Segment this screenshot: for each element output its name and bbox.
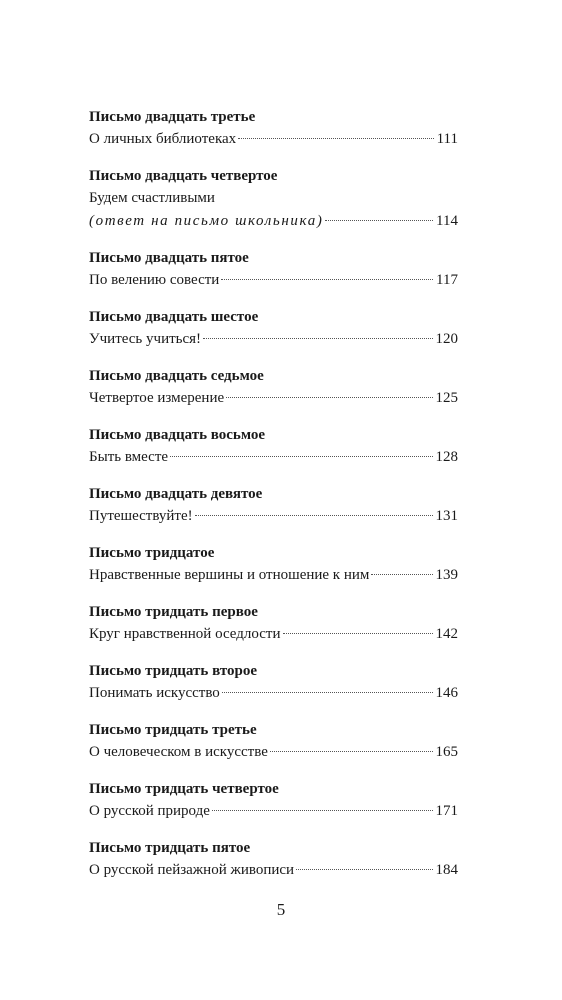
- toc-entry-heading: Письмо двадцать пятое: [89, 250, 249, 266]
- toc-entry: [89, 719, 458, 764]
- toc-page-number: 142: [435, 626, 458, 642]
- toc-entry-line[interactable]: [89, 859, 458, 882]
- toc-entry-heading: Письмо двадцать четвертое: [89, 168, 278, 184]
- toc-entry-line[interactable]: [89, 505, 458, 528]
- toc-entry-line[interactable]: [89, 328, 458, 351]
- dot-leader: [212, 810, 433, 811]
- toc-entry-title-line: Будем счастливыми: [89, 190, 215, 206]
- toc-entry-heading: Письмо тридцать пятое: [89, 840, 251, 856]
- toc-entry: [89, 542, 458, 587]
- toc-entry: [89, 424, 458, 469]
- toc-entry-heading: Письмо тридцатое: [89, 545, 215, 561]
- toc-entry-heading: Письмо тридцать первое: [89, 604, 258, 620]
- toc-entry-title: Быть вместе: [89, 449, 169, 465]
- dot-leader: [195, 515, 433, 516]
- dot-leader: [296, 869, 432, 870]
- toc-entry-title: Путешествуйте!: [89, 508, 193, 524]
- toc-entry-line[interactable]: [89, 446, 458, 469]
- dot-leader: [325, 220, 433, 221]
- toc-page-number: 139: [435, 567, 458, 583]
- toc-entry-heading: Письмо двадцать восьмое: [89, 427, 266, 443]
- dot-leader: [222, 692, 433, 693]
- toc-entry-line[interactable]: [89, 387, 458, 410]
- toc-entry-title: О личных библиотеках: [89, 131, 237, 147]
- toc-entry-line[interactable]: [89, 269, 458, 292]
- dot-leader: [203, 338, 432, 339]
- dot-leader: [226, 397, 432, 398]
- toc-entry-title: Четвертое измерение: [89, 390, 225, 406]
- toc-entry-title: О русской природе: [89, 803, 210, 819]
- toc-entry-line[interactable]: [89, 623, 458, 646]
- toc-page-number: 165: [435, 744, 458, 760]
- toc-page-number: 146: [435, 685, 458, 701]
- toc-entry: [89, 306, 458, 351]
- toc-page-number: 184: [435, 862, 458, 878]
- toc-entry: [89, 365, 458, 410]
- toc-page-number: 128: [435, 449, 458, 465]
- dot-leader: [170, 456, 432, 457]
- toc-entry-title: По велению совести: [89, 272, 220, 288]
- dot-leader: [221, 279, 433, 280]
- toc-entry-heading: Письмо двадцать девятое: [89, 486, 263, 502]
- toc-entry-title: Понимать искусство: [89, 685, 220, 701]
- toc-entry: [89, 165, 458, 233]
- toc-entry-line[interactable]: [89, 741, 458, 764]
- toc-entry-line[interactable]: [89, 128, 458, 151]
- toc-entry-heading: Письмо двадцать седьмое: [89, 368, 264, 384]
- toc-entry-heading: Письмо двадцать шестое: [89, 309, 259, 325]
- toc-entry-title: Круг нравственной оседлости: [89, 626, 281, 642]
- toc-entry: [89, 778, 458, 823]
- toc-entry-line[interactable]: [89, 800, 458, 823]
- toc-entry-heading: Письмо тридцать четвертое: [89, 781, 279, 797]
- toc-entry-line[interactable]: [89, 682, 458, 705]
- toc-page-number: 131: [435, 508, 458, 524]
- table-of-contents: [89, 106, 458, 896]
- page-number: 5: [276, 900, 286, 919]
- dot-leader: [283, 633, 433, 634]
- toc-entry-line[interactable]: [89, 564, 458, 587]
- toc-entry: [89, 483, 458, 528]
- toc-page-number: 171: [435, 803, 458, 819]
- toc-entry-heading: Письмо тридцать третье: [89, 722, 257, 738]
- toc-entry: [89, 837, 458, 882]
- toc-entry-line[interactable]: [89, 210, 458, 233]
- toc-entry: [89, 660, 458, 705]
- toc-page-number: 111: [436, 131, 458, 147]
- toc-entry-title: Учитесь учиться!: [89, 331, 202, 347]
- toc-page-number: 114: [436, 213, 458, 229]
- dot-leader: [238, 138, 433, 139]
- toc-entry-heading: Письмо двадцать третье: [89, 109, 256, 125]
- dot-leader: [371, 574, 432, 575]
- toc-page-number: 117: [436, 272, 458, 288]
- toc-entry-title: О человеческом в искусстве: [89, 744, 268, 760]
- toc-page-number: 120: [435, 331, 458, 347]
- toc-page-number: 125: [435, 390, 458, 406]
- toc-entry-title: Нравственные вершины и отношение к ним: [89, 567, 370, 583]
- toc-entry: [89, 247, 458, 292]
- dot-leader: [270, 751, 433, 752]
- toc-entry: [89, 106, 458, 151]
- toc-entry: [89, 601, 458, 646]
- toc-entry-title: О русской пейзажной живописи: [89, 862, 295, 878]
- toc-entry-heading: Письмо тридцать второе: [89, 663, 257, 679]
- toc-entry-subtitle: (ответ на письмо школьника): [89, 213, 324, 229]
